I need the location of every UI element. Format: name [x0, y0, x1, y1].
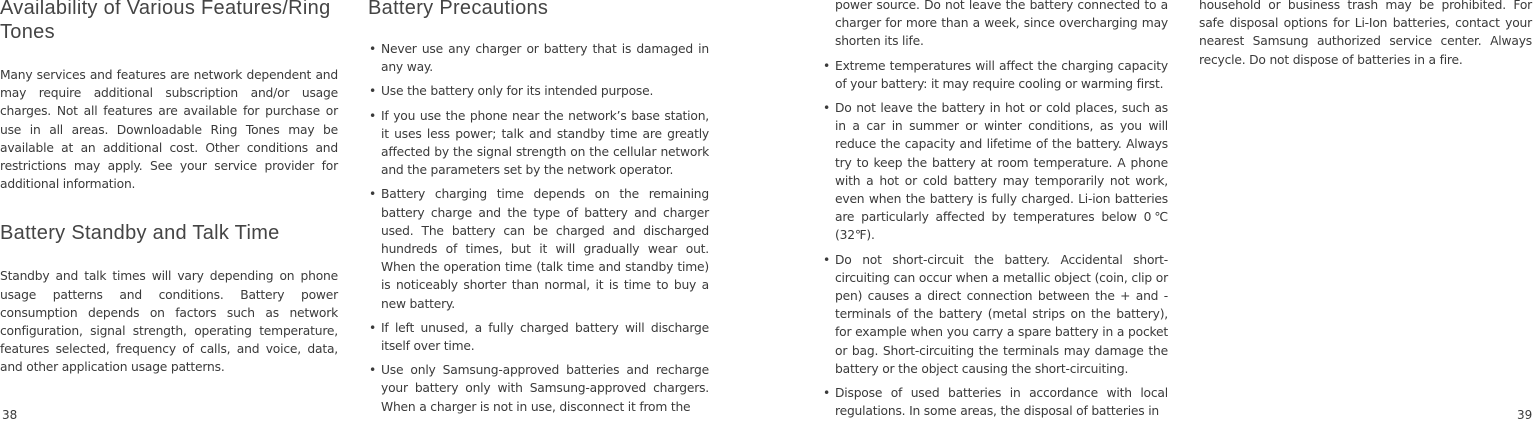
heading-availability: Availability of Various Features/Ring Tones	[0, 0, 331, 43]
list-item-text: If you use the phone near the network’s base station, it uses less power; talk and standby time are greatly affected by the signal strength on the cellular network and the parameters set by the network operator.	[381, 108, 709, 178]
precautions-list	[368, 40, 709, 416]
precautions-list-continued	[822, 57, 1168, 421]
list-item-text: Battery charging time depends on the remaining battery charge and the type of battery and charger used. The battery can be charged and discharged hundreds of times, but it will gradually wear out. When the operation time (talk time and standby time) is noticeably shorter than normal, it is time to buy a new battery.	[381, 187, 709, 311]
page-number-left: 38	[2, 408, 18, 422]
list-item	[368, 361, 709, 416]
paragraph-standby-talk-time: Standby and talk times will vary depending on phone usage patterns and conditions. Battery power consumption depends on factors such as network configuration, signal strength, operating temperature, features selected, frequency of calls, and voice, data, and other application usage patterns.	[0, 269, 338, 375]
bullet-glyph: •	[369, 108, 377, 123]
list-item-text: Extreme temperatures will affect the charging capacity of your battery: it may require cooling or warming first.	[835, 58, 1168, 91]
list-item	[368, 319, 709, 355]
list-item-text: If left unused, a fully charged battery will discharge itself over time.	[381, 320, 709, 354]
list-item-text: Use the battery only for its intended purpose.	[381, 84, 654, 99]
bullet-glyph: •	[369, 84, 377, 99]
list-item	[822, 384, 1168, 420]
list-item	[822, 251, 1168, 378]
bullet-glyph: •	[823, 58, 831, 73]
bullet-glyph: •	[823, 386, 831, 401]
right-page-column-3	[822, 0, 1168, 426]
bullet-glyph: •	[369, 363, 377, 378]
bullet-glyph: •	[823, 101, 831, 116]
list-item-text: Never use any charger or battery that is damaged in any way.	[381, 42, 709, 75]
bullet-glyph: •	[823, 252, 831, 267]
bullet-glyph: •	[369, 187, 377, 202]
right-page-column-4	[1199, 0, 1532, 69]
list-item-text: Do not leave the battery in hot or cold places, such as in a car in summer or winter conditions, as you will reduce the capacity and lifetime of the battery. Always try to keep the battery at room temperature. A phone with a hot or cold battery may temporarily not work, even when the battery is fully charged. Li-ion batteries are particularly affected by temperatures below 0℃ (32℉).	[835, 101, 1168, 243]
list-item-text: Dispose of used batteries in accordance with local regulations. In some areas, the disposal of batteries in	[835, 386, 1168, 419]
paragraph-availability: Many services and features are network dependent and may require additional subscription and/or usage charges. Not all features are available for purchase or use in all areas. Downloadable Ring Tones may be available at an additional cost. Other conditions and restrictions may apply. See your service provider for additional information.	[0, 68, 338, 192]
list-item	[368, 185, 709, 312]
page-number-right: 39	[1517, 408, 1533, 422]
list-item	[822, 57, 1168, 93]
list-item	[368, 82, 709, 100]
continuation-text: power source. Do not leave the battery connected to a charger for more than a week, since overcharging may shorten its life.	[835, 0, 1168, 49]
bullet-glyph: •	[369, 320, 377, 335]
bullet-glyph: •	[369, 42, 377, 56]
heading-battery-precautions: Battery Precautions	[368, 0, 549, 19]
left-page-column-1	[0, 0, 338, 377]
list-item-text: Do not short-circuit the battery. Accidental short-circuiting can occur when a metallic object (coin, clip or pen) causes a direct connection between the + and - terminals of the battery (metal strips on the battery), for example when you carry a spare battery in a pocket or bag. Short-circuiting the terminals may damage the battery or the object causing the short-circuiting.	[835, 252, 1168, 376]
list-item	[368, 40, 709, 76]
list-item	[368, 107, 709, 180]
continuation-text-disposal: household or business trash may be prohibited. For safe disposal options for Li-Ion batteries, contact your nearest Samsung authorized service center. Always recycle. Do not dispose of batteries in a fire.	[1199, 0, 1532, 67]
heading-standby-talk-time: Battery Standby and Talk Time	[0, 222, 280, 245]
list-item-text: Use only Samsung-approved batteries and recharge your battery only with Samsung-approved chargers. When a charger is not in use, disconnect it from the	[381, 363, 709, 414]
left-page-column-2	[368, 0, 709, 422]
list-item	[822, 99, 1168, 245]
